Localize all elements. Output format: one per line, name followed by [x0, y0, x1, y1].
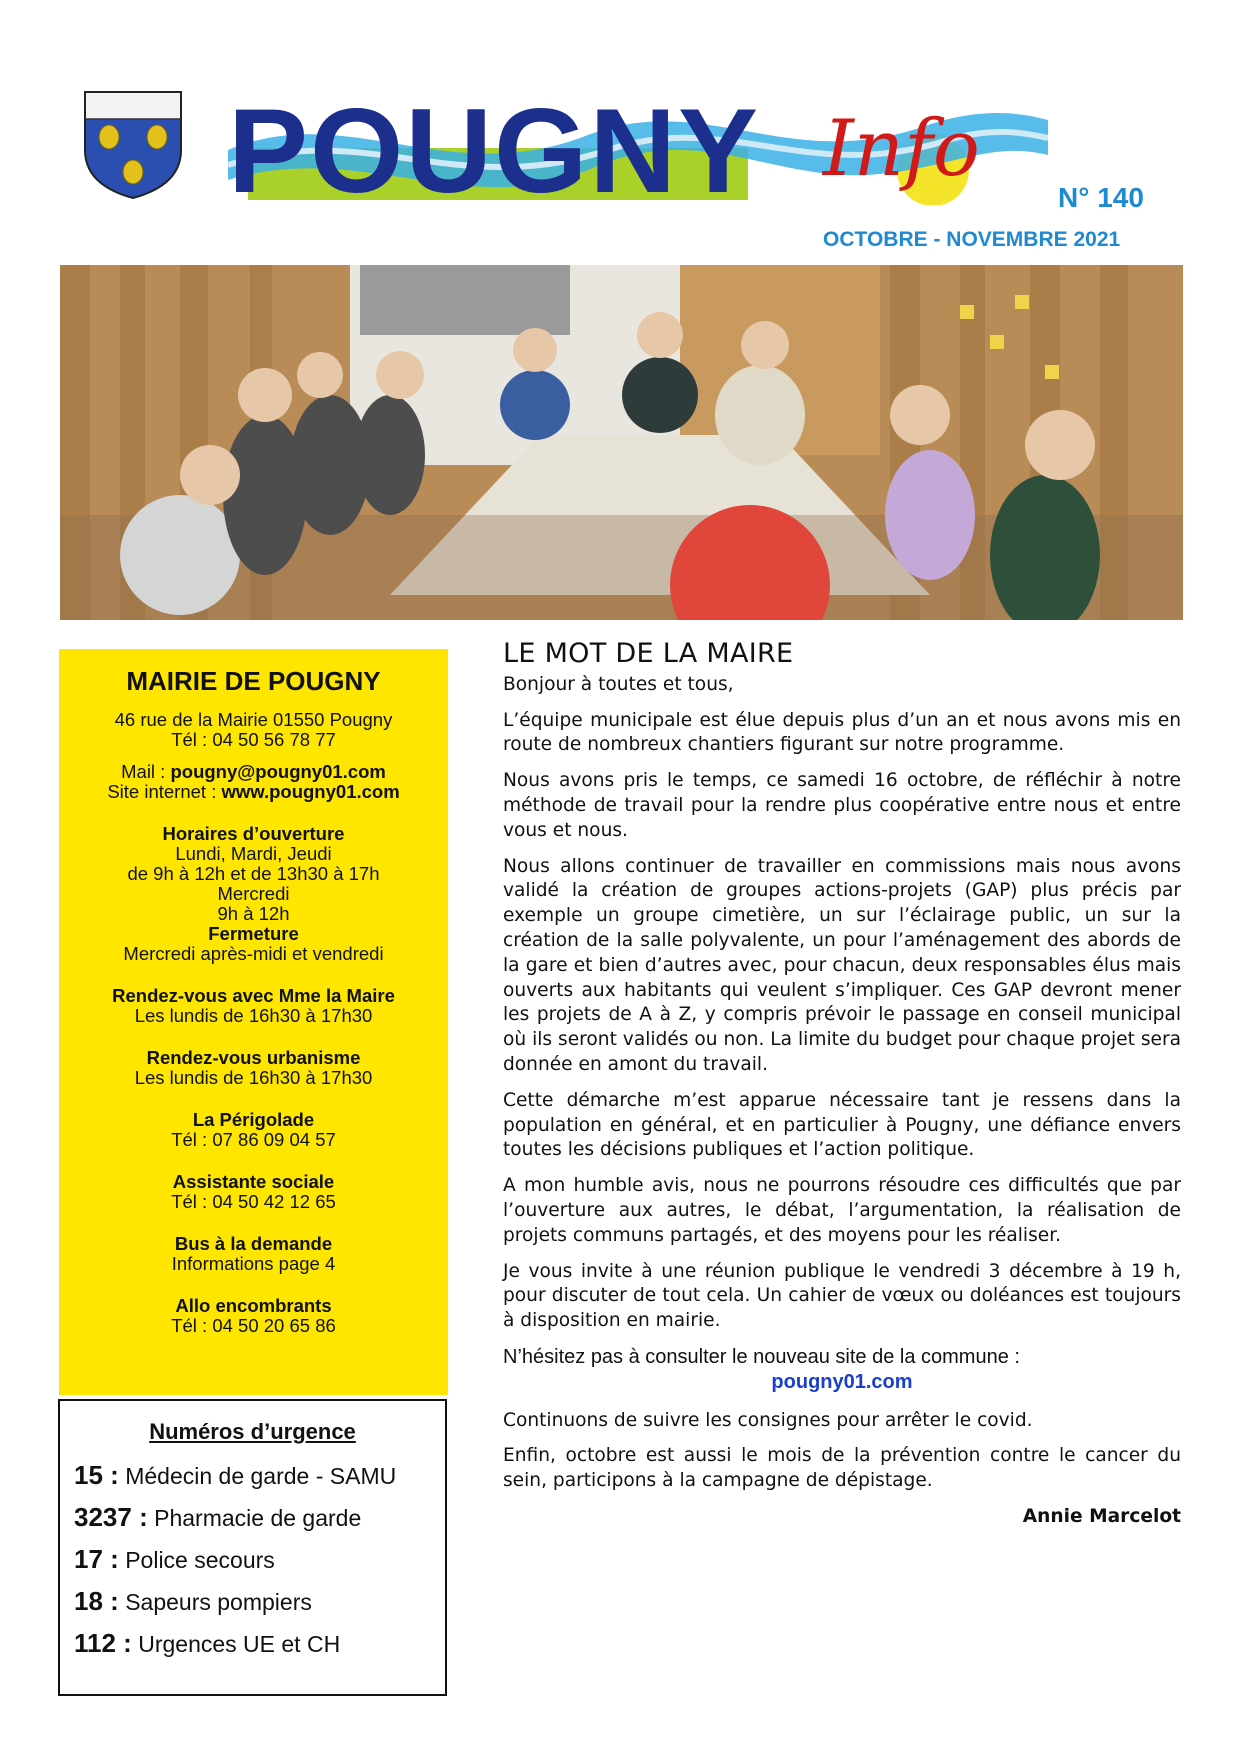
meeting-photo	[60, 265, 1183, 620]
editorial-paragraph: Cette démarche m’est apparue nécessaire tant je ressens dans la population en général, et en particulier à Pougny, une défiance envers toutes les décisions publiques et l’action politique.	[503, 1089, 1181, 1161]
mairie-address: 46 rue de la Mairie 01550 Pougny	[114, 709, 393, 730]
editorial-title: LE MOT DE LA MAIRE	[503, 638, 794, 669]
emergency-row	[74, 1628, 340, 1659]
masthead-logo	[228, 80, 1048, 205]
editorial-paragraph: Bonjour à toutes et tous,	[503, 673, 734, 695]
editorial-paragraph: Je vous invite à une réunion publique le vendredi 3 décembre à 19 h, pour discuter de tout cela. Un cahier de vœux ou doléances est toujours à disposition en mairie.	[503, 1260, 1181, 1332]
rdv-urbanisme-title: Rendez-vous urbanisme	[146, 1047, 361, 1068]
perigolade-title: La Périgolade	[192, 1109, 315, 1130]
editorial-paragraph: Nous avons pris le temps, ce samedi 16 octobre, de réfléchir à notre méthode de travail pour la rendre plus coopérative entre nous et entre vous et nous.	[503, 770, 1181, 841]
masthead-title: POUGNY	[228, 84, 761, 205]
mairie-title: MAIRIE DE POUGNY	[126, 666, 381, 696]
fermeture-text: Mercredi après-midi et vendredi	[123, 943, 384, 964]
rdv-urbanisme-text: Les lundis de 16h30 à 17h30	[134, 1067, 373, 1088]
encombrants-tel: Tél : 04 50 20 65 86	[171, 1315, 336, 1336]
editorial-paragraph: Enfin, octobre est aussi le mois de la prévention contre le cancer du sein, participons à la campagne de dépistage.	[503, 1445, 1181, 1492]
mairie-tel: Tél : 04 50 56 78 77	[171, 729, 336, 750]
masthead-info-script: Info	[823, 104, 980, 194]
emergency-label: Pharmacie de garde	[147, 1505, 362, 1531]
horaires-line-2: de 9h à 12h et de 13h30 à 17h	[127, 863, 380, 884]
editorial-paragraph: Continuons de suivre les consignes pour arrêter le covid.	[503, 1409, 1033, 1431]
site-label: Site internet :	[107, 781, 222, 802]
emergency-number: 17 :	[74, 1544, 119, 1574]
site-invitation: N’hésitez pas à consulter le nouveau site de la commune :	[503, 1345, 1020, 1368]
commune-crest-logo	[83, 90, 183, 200]
mairie-mail-line	[59, 762, 448, 782]
mail-label: Mail :	[121, 761, 171, 782]
commune-website-link[interactable]: pougny01.com	[771, 1370, 913, 1393]
rdv-maire-title: Rendez-vous avec Mme la Maire	[112, 985, 395, 1006]
emergency-row	[74, 1460, 396, 1491]
encombrants-title: Allo encombrants	[175, 1295, 332, 1316]
assistante-tel: Tél : 04 50 42 12 65	[171, 1191, 336, 1212]
emergency-number: 3237 :	[74, 1502, 148, 1532]
fermeture-title: Fermeture	[208, 923, 299, 944]
editorial-paragraph: Nous allons continuer de travailler en commissions mais nous avons validé la création de groupes actions-projets (GAP) plus précis par exemple un groupe cimetière, un sur l’éclairage public, un sur la création de la salle polyvalente, un pour l’aménagement des abords de la gare et bien d’autres avec, pour chacun, deux responsables élus mais ouverts aux habitants qui veulent s’impliquer. Ces GAP devront mener les projets de A à Z, y compris prévoir le passage en conseil municipal où ils seront validés ou non. La limite du budget pour chaque projet sera donnée en amont du travail.	[503, 855, 1181, 1075]
emergency-number: 18 :	[74, 1586, 119, 1616]
mairie-info-box	[59, 649, 448, 1395]
emergency-title: Numéros d’urgence	[149, 1419, 356, 1444]
emergency-label: Médecin de garde - SAMU	[118, 1463, 397, 1489]
emergency-number: 15 :	[74, 1460, 119, 1490]
editorial-paragraph: L’équipe municipale est élue depuis plus d’un an et nous avons mis en route de nombreux chantiers figurant sur notre programme.	[503, 709, 1181, 756]
issue-number: N° 140	[1058, 182, 1144, 213]
mairie-website-link[interactable]: www.pougny01.com	[221, 781, 400, 802]
emergency-row	[74, 1502, 361, 1533]
horaires-line-3: Mercredi	[217, 883, 290, 904]
rdv-maire-text: Les lundis de 16h30 à 17h30	[134, 1005, 373, 1026]
editorial-paragraph: A mon humble avis, nous ne pourrons résoudre ces difficultés que par l’ouverture aux autres, le débat, l’argumentation, la réalisation de projets communs partagés, et des moyens pour les réaliser.	[503, 1175, 1181, 1246]
signature: Annie Marcelot	[1022, 1505, 1181, 1527]
emergency-row	[74, 1544, 275, 1575]
emergency-number: 112 :	[74, 1628, 132, 1658]
mairie-site-line	[59, 782, 448, 802]
assistante-title: Assistante sociale	[172, 1171, 335, 1192]
emergency-label: Urgences UE et CH	[131, 1631, 341, 1657]
perigolade-tel: Tél : 07 86 09 04 57	[171, 1129, 336, 1150]
horaires-line-1: Lundi, Mardi, Jeudi	[175, 843, 332, 864]
issue-date: OCTOBRE - NOVEMBRE 2021	[823, 228, 1121, 251]
emergency-row	[74, 1586, 312, 1617]
bus-text: Informations page 4	[171, 1253, 336, 1274]
emergency-numbers-box	[58, 1399, 447, 1696]
emergency-label: Police secours	[118, 1547, 275, 1573]
bus-title: Bus à la demande	[174, 1233, 333, 1254]
emergency-label: Sapeurs pompiers	[118, 1589, 312, 1615]
editorial-section	[503, 638, 1181, 1541]
horaires-title: Horaires d’ouverture	[162, 823, 345, 844]
mairie-email-link[interactable]: pougny@pougny01.com	[170, 761, 386, 782]
horaires-line-4: 9h à 12h	[217, 903, 290, 924]
